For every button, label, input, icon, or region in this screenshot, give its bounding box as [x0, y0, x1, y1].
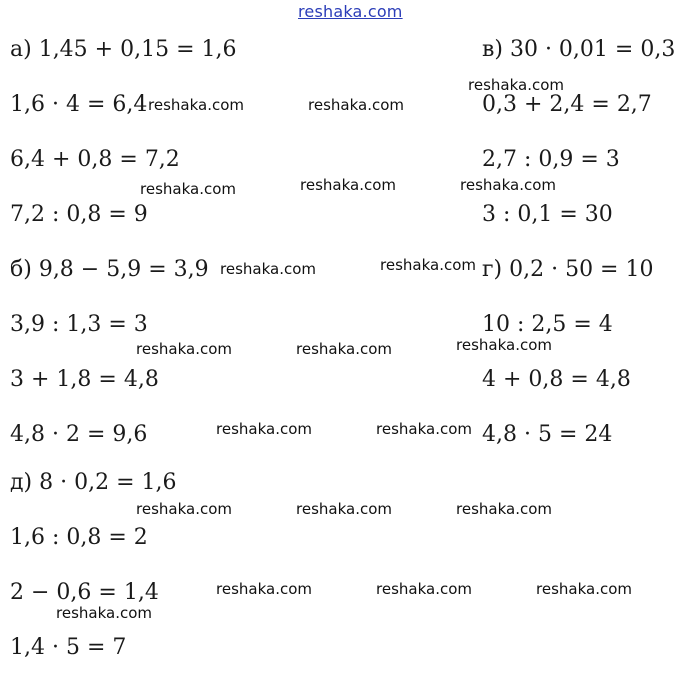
watermark: reshaka.com [296, 340, 392, 358]
watermark: reshaka.com [468, 76, 564, 94]
watermark: reshaka.com [216, 420, 312, 438]
equation-d-4: 1,4 · 5 = 7 [10, 635, 127, 660]
site-header-link[interactable]: reshaka.com [298, 2, 403, 21]
watermark: reshaka.com [136, 340, 232, 358]
equation-v-4: 3 : 0,1 = 30 [482, 202, 613, 227]
equation-d-1: д) 8 · 0,2 = 1,6 [10, 470, 177, 495]
equation-b-4: 4,8 · 2 = 9,6 [10, 422, 148, 447]
equation-v-2: 0,3 + 2,4 = 2,7 [482, 92, 652, 117]
equation-a-2: 1,6 · 4 = 6,4 [10, 92, 148, 117]
watermark: reshaka.com [140, 180, 236, 198]
equation-v-3: 2,7 : 0,9 = 3 [482, 147, 620, 172]
watermark: reshaka.com [220, 260, 316, 278]
equation-b-1: б) 9,8 − 5,9 = 3,9 [10, 257, 209, 282]
watermark: reshaka.com [216, 580, 312, 598]
equation-d-2: 1,6 : 0,8 = 2 [10, 525, 148, 550]
equation-a-3: 6,4 + 0,8 = 7,2 [10, 147, 180, 172]
watermark: reshaka.com [456, 336, 552, 354]
watermark: reshaka.com [376, 580, 472, 598]
watermark: reshaka.com [460, 176, 556, 194]
watermark: reshaka.com [456, 500, 552, 518]
watermark: reshaka.com [56, 604, 152, 622]
watermark: reshaka.com [148, 96, 244, 114]
equation-b-3: 3 + 1,8 = 4,8 [10, 367, 159, 392]
watermark: reshaka.com [296, 500, 392, 518]
watermark: reshaka.com [536, 580, 632, 598]
equation-b-2: 3,9 : 1,3 = 3 [10, 312, 148, 337]
watermark: reshaka.com [300, 176, 396, 194]
watermark: reshaka.com [136, 500, 232, 518]
equation-g-3: 4 + 0,8 = 4,8 [482, 367, 631, 392]
equation-a-4: 7,2 : 0,8 = 9 [10, 202, 148, 227]
equation-a-1: а) 1,45 + 0,15 = 1,6 [10, 37, 237, 62]
watermark: reshaka.com [380, 256, 476, 274]
watermark: reshaka.com [308, 96, 404, 114]
equation-g-1: г) 0,2 · 50 = 10 [482, 257, 654, 282]
watermark: reshaka.com [376, 420, 472, 438]
equation-g-4: 4,8 · 5 = 24 [482, 422, 613, 447]
equation-v-1: в) 30 · 0,01 = 0,3 [482, 37, 676, 62]
equation-g-2: 10 : 2,5 = 4 [482, 312, 613, 337]
equation-d-3: 2 − 0,6 = 1,4 [10, 580, 159, 605]
